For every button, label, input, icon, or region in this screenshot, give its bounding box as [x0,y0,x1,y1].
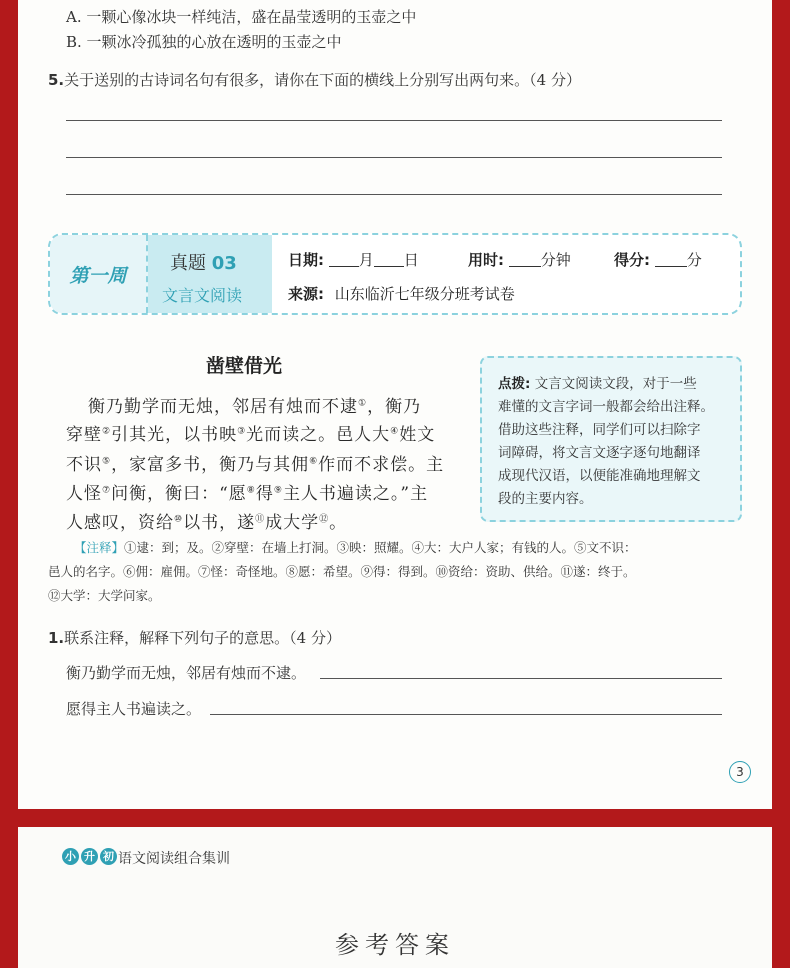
tip-line: 点拨: 文言文阅读文段，对于一些 [498,376,697,392]
option-b: B. 一颗冰冷孤独的心放在透明的玉壶之中 [66,33,342,51]
notes-line: 【注释】①逮：到；及。②穿壁：在墙上打洞。③映：照耀。④大：大户人家；有钱的人。⑤文不识： [74,540,637,555]
page-number: 3 [729,761,751,783]
notes-line: 邑人的名字。⑥佣：雇佣。⑦怪：奇怪地。⑧愿：希望。⑨得：得到。⑩资给：资助、供给。⑪遂：终于。 [48,564,636,579]
answer-line[interactable] [320,678,722,679]
day-unit: 日 [403,251,419,269]
tip-line: 借助这些注释，同学们可以扫除字 [498,422,701,438]
tip-label: 点拨: [498,376,531,392]
question-5 [48,69,581,90]
passage-line: 穿壁②引其光，以书映③光而读之。邑人大④姓文 [66,425,436,445]
badge-char: 小 [62,848,79,865]
exercise-num: 03 [211,253,237,274]
score-label: 得分: [614,251,650,269]
answer-line[interactable] [66,194,722,195]
answer-page [18,827,772,968]
source-row [288,283,515,304]
question-1-sentence: 衡乃勤学而无烛，邻居有烛而不逮。 [66,664,307,682]
passage-line: 人感叹，资给⑩以书，遂⑪成大学⑫。 [66,513,348,533]
question-1-sentence: 愿得主人书遍读之。 [66,700,202,718]
exercise-number [170,249,237,275]
notes-tag: 【注释】 [74,540,125,555]
source-text: 山东临沂七年级分班考试卷 [334,285,515,303]
answer-line[interactable] [66,120,722,121]
score-unit: 分 [686,251,702,269]
question-1-number: 1. [48,629,65,647]
tip-line: 成现代汉语，以便能准确地理解文 [498,468,701,484]
tip-line: 段的主要内容。 [498,491,593,507]
time-field[interactable] [468,249,571,270]
tip-box [480,356,742,522]
question-1 [48,627,341,648]
tip-line: 词障碍，将文言文逐字逐句地翻译 [498,445,701,461]
time-label: 用时: [468,251,504,269]
passage-line: 衡乃勤学而无烛，邻居有烛而不逮①，衡乃 [88,397,422,417]
exercise-header [48,233,742,315]
passage-line: 不识⑤，家富多书，衡乃与其佣⑥作而不求偿。主 [66,455,445,475]
question-1-text: 联系注释，解释下列句子的意思。（4 分） [64,629,341,647]
exercise-label: 真题 [170,253,206,274]
badge-char: 初 [100,848,117,865]
score-field[interactable] [614,249,702,270]
source-label: 来源: [288,285,324,303]
month-unit: 月 [358,251,374,269]
notes-line: ⑫大学：大学问家。 [48,588,161,603]
time-blank[interactable] [509,252,541,267]
week-label: 第一周 [50,235,148,313]
exercise-type: 文言文阅读 [162,286,243,305]
answer-line[interactable] [210,714,722,715]
question-5-number: 5. [48,71,65,89]
day-blank[interactable] [374,252,404,267]
page-sheet [18,0,772,809]
exercise-type-panel [148,235,272,313]
badge-char: 升 [81,848,98,865]
passage-title: 凿壁借光 [206,355,283,377]
passage-line: 人怪⑦问衡，衡曰：“愿⑧得⑨主人书遍读之。”主 [66,484,429,504]
question-5-text: 关于送别的古诗词名句有很多，请你在下面的横线上分别写出两句来。（4 分） [64,71,581,89]
series-title: 语文阅读组合集训 [118,851,230,867]
tip-line: 难懂的文言字词一般都会给出注释。 [498,399,714,415]
score-blank[interactable] [655,252,687,267]
option-a: A. 一颗心像冰块一样纯洁，盛在晶莹透明的玉壶之中 [66,8,417,26]
answer-title: 参考答案 [335,931,455,959]
month-blank[interactable] [329,252,359,267]
date-field[interactable] [288,249,419,270]
date-label: 日期: [288,251,324,269]
series-badge [62,848,117,865]
answer-line[interactable] [66,157,722,158]
time-unit: 分钟 [540,251,571,269]
